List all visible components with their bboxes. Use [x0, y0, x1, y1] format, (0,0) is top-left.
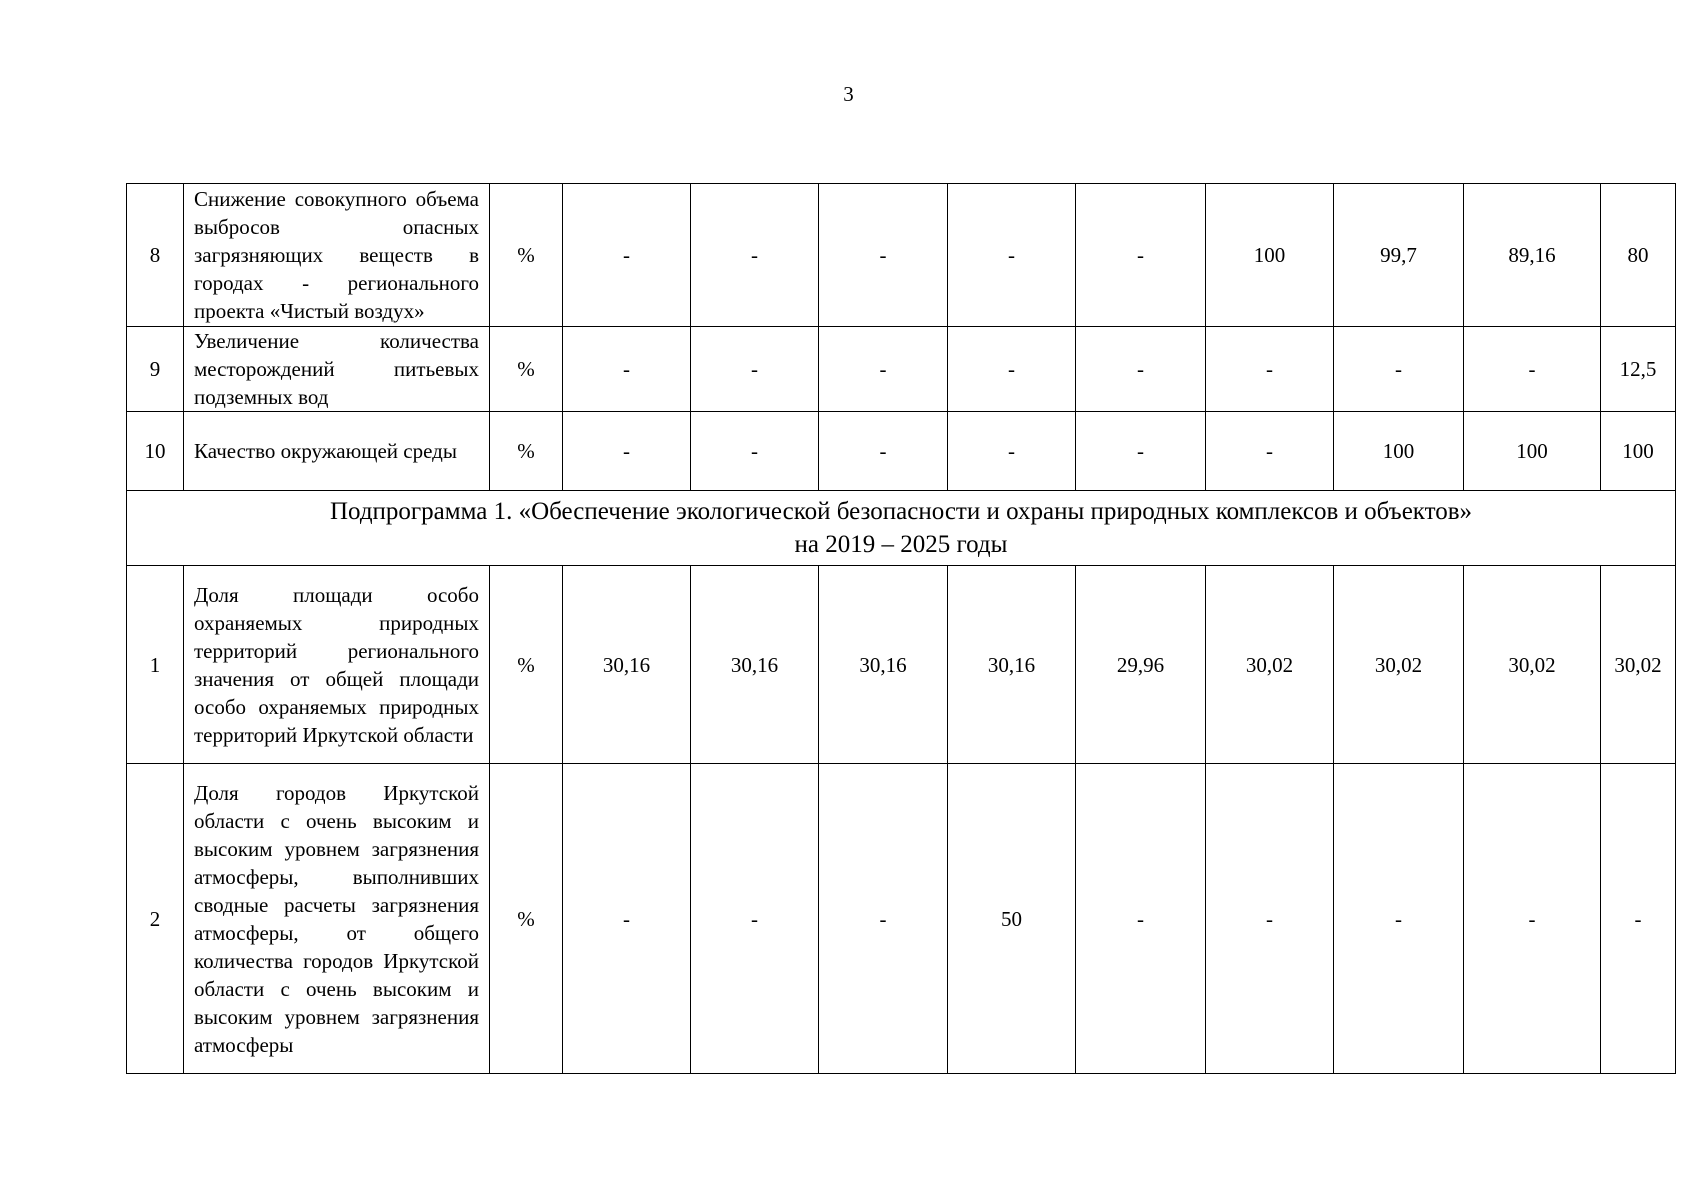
value-cell: -: [1076, 764, 1206, 1074]
row-number: 2: [127, 764, 184, 1074]
table-row: [127, 566, 1676, 764]
subprogram-title: Подпрограмма 1. «Обеспечение экологической безопасности и охраны природных комплексов и объектов»: [329, 498, 1473, 525]
value-cell: -: [1464, 327, 1601, 412]
value-cell: 100: [1206, 184, 1334, 327]
value-cell: 30,02: [1464, 566, 1601, 764]
subprogram-header: [127, 491, 1676, 566]
unit-cell: %: [490, 764, 563, 1074]
subprogram-header-row: [127, 491, 1676, 566]
value-cell: -: [1076, 184, 1206, 327]
indicator-name: Качество окружающей среды: [184, 412, 490, 491]
value-cell: -: [1464, 764, 1601, 1074]
value-cell: 30,16: [819, 566, 948, 764]
unit-cell: %: [490, 412, 563, 491]
table-row: [127, 764, 1676, 1074]
value-cell: 89,16: [1464, 184, 1601, 327]
value-cell: -: [819, 412, 948, 491]
value-cell: -: [819, 764, 948, 1074]
value-cell: -: [948, 184, 1076, 327]
indicator-name: Увеличение количества месторождений питьевых подземных вод: [184, 327, 490, 412]
unit-cell: %: [490, 327, 563, 412]
value-cell: -: [1076, 412, 1206, 491]
value-cell: -: [1206, 764, 1334, 1074]
table-row: [127, 327, 1676, 412]
table-row: [127, 184, 1676, 327]
indicator-name: Доля площади особо охраняемых природных территорий регионального значения от общей площади особо охраняемых природных территорий Иркутской области: [184, 566, 490, 764]
indicator-name: Доля городов Иркутской области с очень высоким и высоким уровнем загрязнения атмосферы, выполнивших сводные расчеты загрязнения атмосферы, от общего количества городов Иркутской области с очень высоким и высоким уровнем загрязнения атмосферы: [184, 764, 490, 1074]
value-cell: 100: [1601, 412, 1676, 491]
value-cell: -: [1334, 327, 1464, 412]
subprogram-years: на 2019 – 2025 годы: [794, 531, 1008, 558]
value-cell: 99,7: [1334, 184, 1464, 327]
row-number: 8: [127, 184, 184, 327]
value-cell: -: [948, 412, 1076, 491]
value-cell: -: [563, 184, 691, 327]
table-row: [127, 412, 1676, 491]
value-cell: 12,5: [1601, 327, 1676, 412]
value-cell: 30,02: [1601, 566, 1676, 764]
value-cell: -: [1206, 412, 1334, 491]
value-cell: -: [563, 764, 691, 1074]
value-cell: -: [948, 327, 1076, 412]
value-cell: -: [563, 412, 691, 491]
value-cell: 30,16: [948, 566, 1076, 764]
value-cell: -: [1206, 327, 1334, 412]
value-cell: 30,16: [563, 566, 691, 764]
value-cell: -: [1601, 764, 1676, 1074]
row-number: 1: [127, 566, 184, 764]
indicators-table: [126, 183, 1676, 1074]
value-cell: 50: [948, 764, 1076, 1074]
value-cell: 30,02: [1206, 566, 1334, 764]
value-cell: 100: [1464, 412, 1601, 491]
value-cell: -: [691, 327, 819, 412]
value-cell: -: [691, 412, 819, 491]
indicator-name: Снижение совокупного объема выбросов опасных загрязняющих веществ в городах - регионального проекта «Чистый воздух»: [184, 184, 490, 327]
page-number: 3: [843, 82, 854, 106]
unit-cell: %: [490, 566, 563, 764]
unit-cell: %: [490, 184, 563, 327]
value-cell: -: [691, 764, 819, 1074]
value-cell: 30,02: [1334, 566, 1464, 764]
value-cell: -: [1334, 764, 1464, 1074]
row-number: 10: [127, 412, 184, 491]
value-cell: -: [563, 327, 691, 412]
value-cell: 30,16: [691, 566, 819, 764]
value-cell: -: [819, 184, 948, 327]
value-cell: 80: [1601, 184, 1676, 327]
value-cell: -: [691, 184, 819, 327]
row-number: 9: [127, 327, 184, 412]
value-cell: 100: [1334, 412, 1464, 491]
value-cell: -: [1076, 327, 1206, 412]
value-cell: 29,96: [1076, 566, 1206, 764]
value-cell: -: [819, 327, 948, 412]
